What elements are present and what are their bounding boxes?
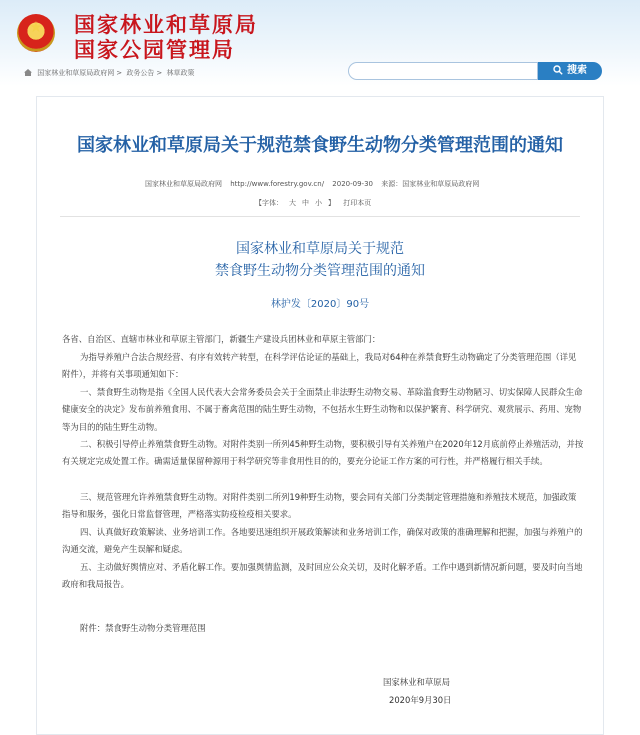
signature-date: 2020年9月30日	[389, 695, 452, 705]
article-tools	[255, 200, 377, 207]
paragraph-4: 四、认真做好政策解读、业务培训工作。各地要迅速组织开展政策解读和业务培训工作，确保对政策的准确理解和把握，加强与养殖户的沟通交流，避免产生误解和疑虑。	[62, 527, 583, 555]
paragraph-1: 一、禁食野生动物是指《全国人民代表大会常务委员会关于全面禁止非法野生动物交易、革除滥食野生动物陋习、切实保障人民群众生命健康安全的决定》发布前养殖食用、不属于畜禽范围的陆生野生动物，不包括水生野生动物和以保护繁育、科学研究、观赏展示、药用、宠物等为目的的陆生野生动物。	[62, 387, 583, 432]
search-icon	[553, 65, 563, 75]
print-link[interactable]: 打印本页	[343, 199, 372, 207]
font-size-label: 【字体：	[255, 199, 283, 207]
home-icon	[24, 69, 32, 76]
search-button-label: 搜索	[567, 65, 587, 76]
national-emblem-icon: ★	[17, 14, 55, 52]
signature-org: 国家林业和草原局	[383, 677, 450, 687]
breadcrumb-item-home[interactable]: 国家林业和草原局政府网	[37, 69, 115, 77]
site-brand-line1[interactable]: 国家林业和草原局	[74, 13, 258, 37]
salutation: 各省、自治区、直辖市林业和草原主管部门，新疆生产建设兵团林业和草原主管部门：	[62, 334, 381, 344]
site-brand-line2[interactable]: 国家公园管理局	[74, 38, 235, 62]
search-button[interactable]	[538, 62, 602, 80]
divider	[60, 216, 580, 217]
page-title: 国家林业和草原局关于规范禁食野生动物分类管理范围的通知	[77, 135, 563, 156]
font-size-small[interactable]: 小	[315, 199, 322, 207]
attachment-link[interactable]: 附件：禁食野生动物分类管理范围	[80, 623, 206, 633]
breadcrumb-item-policy[interactable]: 林草政策	[166, 69, 195, 77]
intro-paragraph: 为指导养殖户合法合规经营、有序有效转产转型，在科学评估论证的基础上，我局对64种在养禁食野生动物确定了分类管理范围（详见附件），并将有关事项通知如下：	[62, 352, 577, 380]
breadcrumb-item-announcements[interactable]: 政务公告	[126, 69, 155, 77]
document-title-line2: 禁食野生动物分类管理范围的通知	[215, 263, 425, 279]
meta-date: 2020-09-30	[332, 180, 373, 188]
paragraph-2: 二、积极引导停止养殖禁食野生动物。对附件类别一所列45种野生动物，要积极引导有关养殖户在2020年12月底前停止养殖活动，并按有关规定完成处置工作。确需适量保留种源用于科学研究等非食用性目的的，要充分论证工作方案的可行性，并严格履行相关手续。	[62, 439, 584, 467]
meta-origin: 来源：国家林业和草原局政府网	[381, 180, 480, 188]
paragraph-3: 三、规范管理允许养殖禁食野生动物。对附件类别二所列19种野生动物，要会同有关部门分类制定管理措施和养殖技术规范，加强政策指导和服务，强化日常监督管理，严格落实防疫检疫相关要求。	[62, 492, 577, 520]
font-size-close: 】	[328, 199, 335, 207]
breadcrumb-separator: >	[156, 69, 163, 77]
meta-source-site: 国家林业和草原局政府网	[145, 180, 222, 188]
font-size-medium[interactable]: 中	[302, 199, 309, 207]
font-size-large[interactable]: 大	[289, 199, 296, 207]
document-number: 林护发〔2020〕90号	[270, 299, 370, 310]
article-meta	[145, 181, 485, 188]
breadcrumb	[24, 69, 196, 77]
meta-url: http://www.forestry.gov.cn/	[230, 180, 325, 188]
paragraph-5: 五、主动做好舆情应对、矛盾化解工作。要加强舆情监测，及时回应公众关切，及时化解矛盾。工作中遇到新情况新问题，要及时向当地政府和我局报告。	[62, 562, 583, 590]
document-title-line1: 国家林业和草原局关于规范	[236, 241, 404, 257]
site-header	[0, 0, 640, 86]
breadcrumb-separator: >	[116, 69, 123, 77]
search-input[interactable]	[348, 62, 538, 80]
